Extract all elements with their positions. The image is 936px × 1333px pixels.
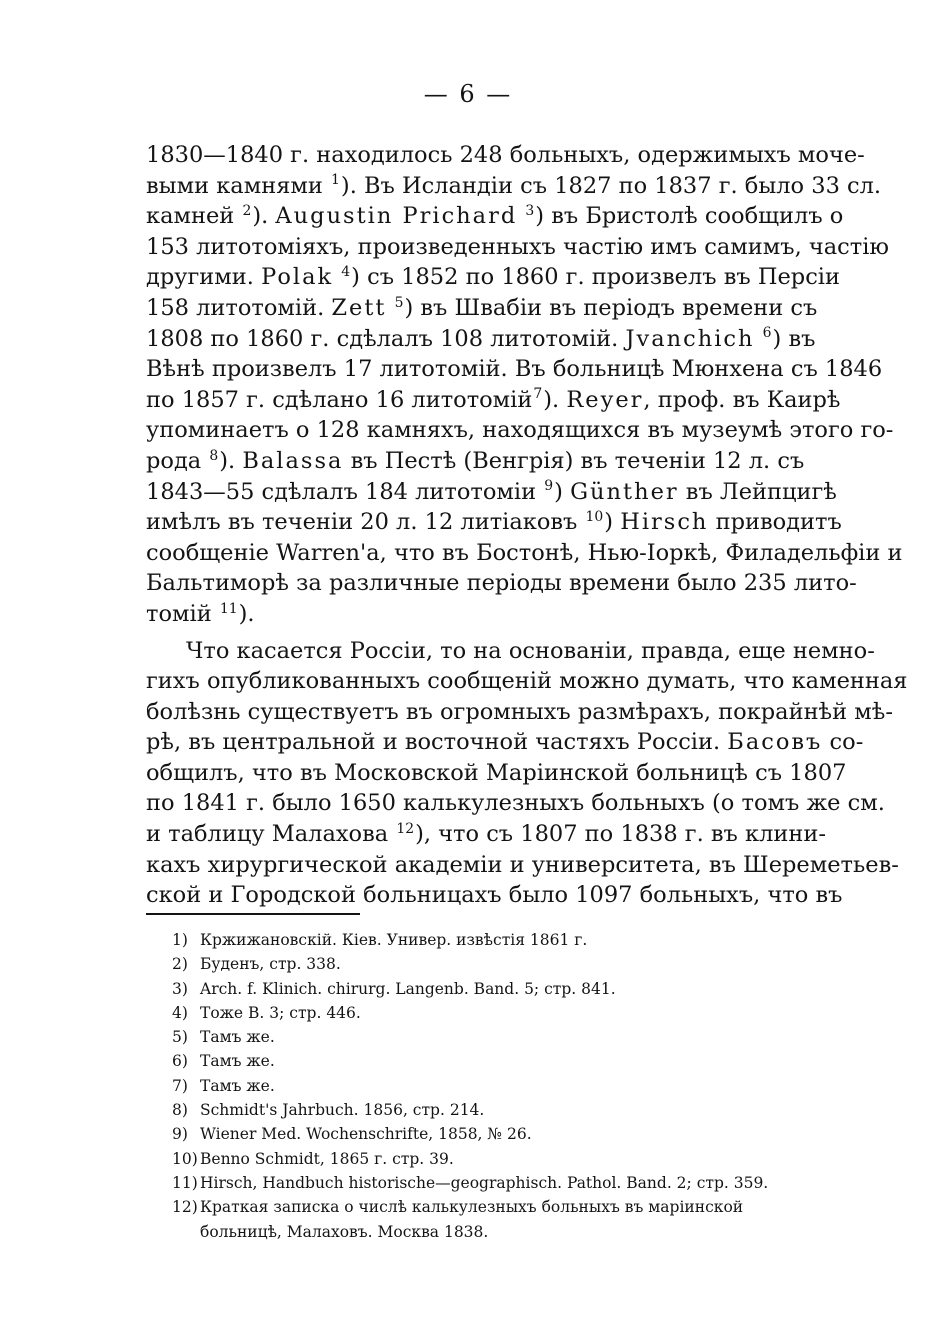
footnote-reference: 10 xyxy=(585,508,604,525)
text-line xyxy=(146,636,875,667)
author-name: Polak xyxy=(261,264,334,291)
text-segment: ). xyxy=(252,203,276,230)
text-segment xyxy=(333,264,340,290)
author-name: Balassa xyxy=(242,447,344,474)
paragraph xyxy=(146,636,908,911)
text-line xyxy=(146,262,840,293)
text-segment: рѣ, въ центральной и восточной частяхъ Россіи. xyxy=(146,729,728,756)
footnote-number: 1) xyxy=(172,931,188,949)
footnote-number: 12) xyxy=(172,1198,198,1217)
text-segment: ) въ Бристолѣ сообщилъ о xyxy=(535,203,844,230)
text-line xyxy=(146,599,788,630)
author-name: Басовъ xyxy=(727,729,823,756)
text-segment: по 1841 г. было 1650 калькулезныхъ больныхъ (о томъ же см. xyxy=(146,790,885,817)
text-segment: ). Въ Исландіи съ 1827 по 1837 г. было 33 сл. xyxy=(340,172,882,199)
author-name: Reyer xyxy=(566,386,644,413)
text-segment: Что касается Россіи, то на основаніи, правда, еще немно- xyxy=(186,637,875,664)
footnote xyxy=(172,1122,788,1146)
footnote-text: Schmidt's Jahrbuch. 1856, стр. 214. xyxy=(200,1101,485,1120)
footnote-number: 11) xyxy=(172,1173,198,1192)
text-line xyxy=(146,201,844,232)
footnote-number: 8) xyxy=(172,1101,188,1120)
text-line xyxy=(146,324,816,355)
footnote-text: Wiener Med. Wochenschrifte, 1858, № 26. xyxy=(200,1125,532,1144)
text-segment: приводитъ xyxy=(708,509,842,536)
footnote-text: Тамъ же. xyxy=(200,1076,275,1095)
body-text xyxy=(146,140,908,911)
text-segment xyxy=(517,203,524,229)
footnote-reference: 4 xyxy=(341,264,351,281)
footnote xyxy=(172,928,788,952)
author-name: Hirsch xyxy=(620,509,709,536)
text-segment: сообщеніе Warren'a, что въ Бостонѣ, Нью-Іоркѣ, Филадельфіи и xyxy=(146,539,903,566)
footnote-text: Hirsch, Handbuch historische—geographisch. Pathol. Band. 2; стр. 359. xyxy=(200,1173,769,1192)
author-name: Zett xyxy=(331,294,387,321)
footnote-reference: 3 xyxy=(525,202,535,219)
text-segment: со- xyxy=(822,729,864,756)
text-line xyxy=(146,666,908,697)
footnote-text: Краткая записка о числѣ калькулезныхъ больныхъ въ маріинской больницѣ, Малаховъ. Москва 1838. xyxy=(200,1198,744,1241)
text-segment: ). xyxy=(543,386,567,413)
footnote-text: Тоже B. 3; стр. 446. xyxy=(200,1003,361,1022)
footnote xyxy=(172,1171,788,1195)
footnote-reference: 7 xyxy=(533,386,543,403)
text-segment xyxy=(386,295,393,321)
author-name: Günther xyxy=(570,478,679,505)
text-line xyxy=(146,354,883,385)
text-segment: томій xyxy=(146,600,219,627)
footnote-number: 5) xyxy=(172,1028,188,1047)
text-segment: 1830—1840 г. находилось 248 больныхъ, одержимыхъ моче- xyxy=(146,142,865,168)
footnote-text: Буденъ, стр. 338. xyxy=(200,955,341,974)
footnotes xyxy=(172,928,788,1244)
text-line xyxy=(146,788,885,819)
footnote xyxy=(172,1098,788,1122)
footnote-reference: 11 xyxy=(219,600,238,617)
text-segment: ). xyxy=(219,447,243,474)
footnote-divider xyxy=(146,913,360,915)
text-segment: , проф. въ Каирѣ xyxy=(643,386,841,413)
footnote-number: 6) xyxy=(172,1052,188,1071)
text-segment: общилъ, что въ Московской Маріинской больницѣ съ 1807 xyxy=(146,759,847,786)
footnote xyxy=(172,1001,788,1025)
text-line xyxy=(146,568,857,599)
text-line xyxy=(146,819,826,850)
author-name: Augustin Prichard xyxy=(275,203,518,230)
footnote-number: 3) xyxy=(172,979,188,998)
footnote-number: 2) xyxy=(172,955,188,974)
text-segment: ) xyxy=(604,509,621,536)
text-segment: имѣлъ въ теченіи 20 л. 12 литіаковъ xyxy=(146,509,585,536)
text-segment: Бальтиморѣ за различные періоды времени было 235 лито- xyxy=(146,570,857,597)
text-line xyxy=(146,477,837,508)
text-segment: рода xyxy=(146,447,209,474)
text-segment: 153 литотоміяхъ, произведенныхъ частію имъ самимъ, частію xyxy=(146,233,889,260)
text-segment: гихъ опубликованныхъ сообщеній можно думать, что каменная xyxy=(146,668,908,695)
footnote-number: 10) xyxy=(172,1149,198,1168)
text-segment: выми камнями xyxy=(146,172,331,199)
footnote xyxy=(172,1195,788,1244)
text-line xyxy=(146,232,889,263)
text-segment: болѣзнь существуетъ въ огромныхъ размѣрахъ, покрайнѣй мѣ- xyxy=(146,698,893,725)
footnote-reference: 8 xyxy=(209,447,219,464)
footnote-text: Кржижановскій. Кіев. Универ. извѣстія 1861 г. xyxy=(200,931,588,949)
text-line xyxy=(146,507,842,538)
author-name: Jvanchich xyxy=(625,325,755,352)
footnote-reference: 6 xyxy=(762,325,772,342)
text-segment: упоминаетъ о 128 камняхъ, находящихся въ музеумѣ этого го- xyxy=(146,417,894,444)
text-segment: въ Лейпцигѣ xyxy=(678,478,837,505)
text-line xyxy=(146,171,882,202)
text-segment: Вѣнѣ произвелъ 17 литотомій. Въ больницѣ Мюнхена съ 1846 xyxy=(146,356,883,383)
footnote xyxy=(172,952,788,976)
text-line xyxy=(146,140,865,171)
footnote xyxy=(172,1049,788,1073)
text-segment: камней xyxy=(146,203,242,230)
text-line xyxy=(146,538,903,569)
text-segment: ской и Городской больницахъ было 1097 больныхъ, что въ xyxy=(146,882,843,909)
text-segment: 158 литотомій. xyxy=(146,294,332,321)
text-line xyxy=(146,758,847,789)
footnote xyxy=(172,1025,788,1049)
text-segment: ), что съ 1807 по 1838 г. въ клини- xyxy=(415,821,826,848)
footnote-reference: 5 xyxy=(394,294,404,311)
footnote-text: Тамъ же. xyxy=(200,1028,275,1047)
footnote-reference: 12 xyxy=(396,820,415,837)
text-segment: другими. xyxy=(146,264,262,291)
text-segment: ) съ 1852 по 1860 г. произвелъ въ Персіи xyxy=(351,264,840,291)
text-line xyxy=(146,415,894,446)
text-line xyxy=(146,697,893,728)
page-number: — 6 — xyxy=(423,80,513,108)
text-segment: и таблицу Малахова xyxy=(146,821,396,848)
footnote xyxy=(172,977,788,1001)
text-line xyxy=(146,446,805,477)
text-segment: ). xyxy=(238,600,255,627)
footnote-reference: 1 xyxy=(331,172,340,189)
text-segment xyxy=(755,326,762,352)
footnote-text: Arch. f. Klinich. chirurg. Langenb. Band. 5; стр. 841. xyxy=(200,979,616,998)
text-segment: по 1857 г. сдѣлано 16 литотомій xyxy=(146,386,533,413)
text-segment: кахъ хирургической академіи и университета, въ Шереметьев- xyxy=(146,851,899,878)
footnote xyxy=(172,1147,788,1171)
footnote-text: Тамъ же. xyxy=(200,1052,275,1071)
footnote-number: 9) xyxy=(172,1125,188,1144)
text-segment: въ Пестѣ (Венгрія) въ теченіи 12 л. съ xyxy=(343,447,805,474)
text-line xyxy=(146,880,843,911)
text-segment: 1843—55 сдѣлалъ 184 литотоміи xyxy=(146,478,544,505)
footnote xyxy=(172,1074,788,1098)
text-segment: ) въ xyxy=(772,325,816,352)
text-line xyxy=(146,385,841,416)
footnote-number: 4) xyxy=(172,1003,188,1022)
footnote-reference: 9 xyxy=(544,478,554,495)
text-line xyxy=(146,850,899,881)
text-line xyxy=(146,293,818,324)
text-segment: ) xyxy=(554,478,571,505)
footnote-number: 7) xyxy=(172,1076,188,1095)
text-line xyxy=(146,727,864,758)
text-segment: 1808 по 1860 г. сдѣлалъ 108 литотомій. xyxy=(146,325,626,352)
footnote-text: Benno Schmidt, 1865 г. стр. 39. xyxy=(200,1149,454,1168)
text-segment: ) въ Швабіи въ періодъ времени съ xyxy=(404,294,818,321)
footnote-reference: 2 xyxy=(242,202,252,219)
paragraph xyxy=(146,140,903,630)
